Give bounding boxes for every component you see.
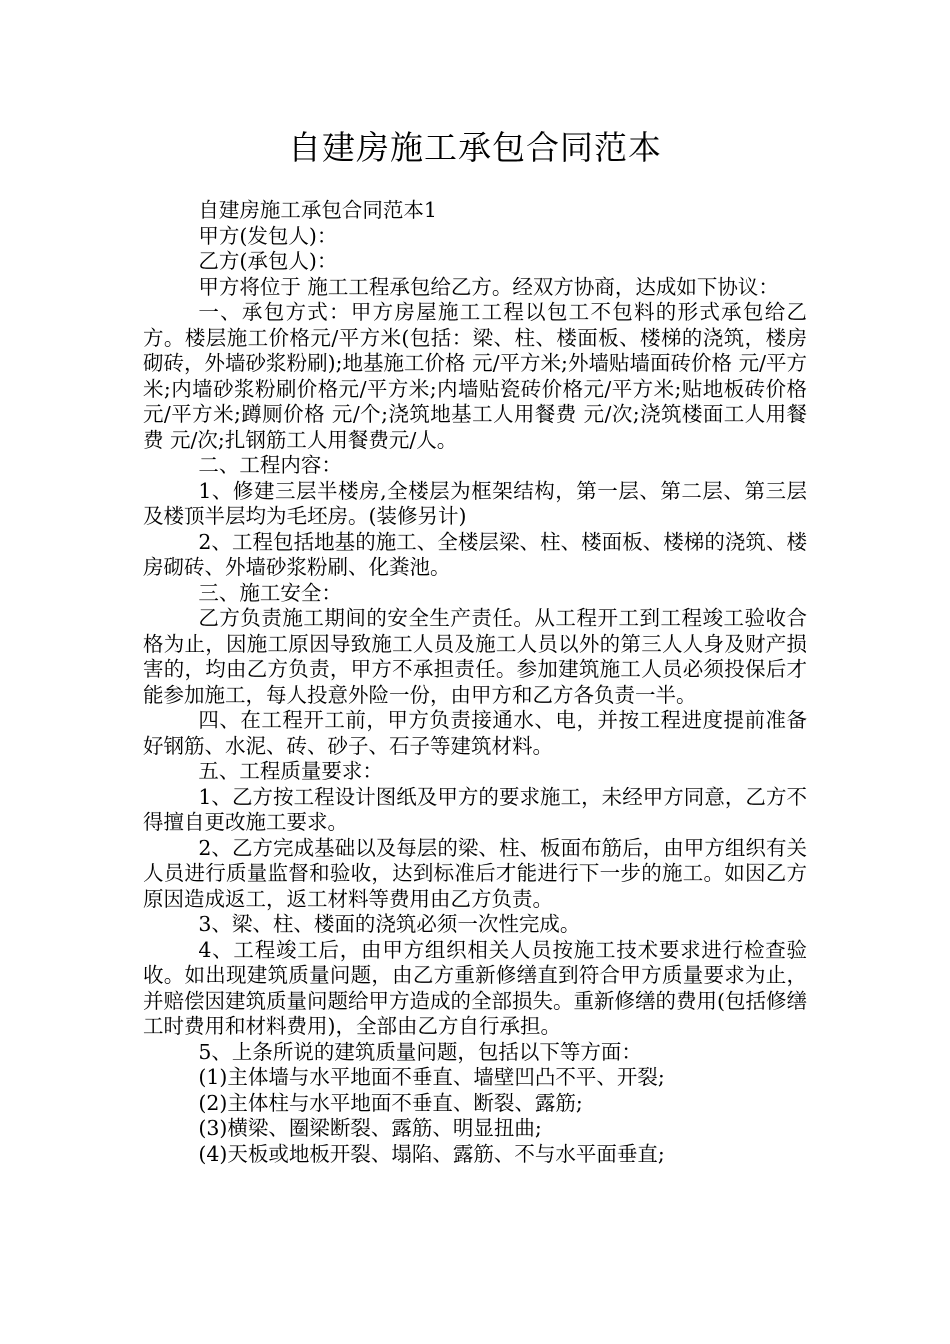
paragraph-safety: 乙方负责施工期间的安全生产责任。从工程开工到工程竣工验收合格为止，因施工原因导致施工人员及施工人员以外的第三人人身及财产损害的，均由乙方负责，甲方不承担责任。参加建筑施工人员必须投保后才能参加施工，每人投意外险一份，由甲方和乙方各负责一半。 bbox=[143, 606, 807, 707]
paragraph-quality-5: 5、上条所说的建筑质量问题，包括以下等方面： bbox=[198, 1039, 642, 1064]
paragraph-scope-1: 1、修建三层半楼房,全楼层为框架结构，第一层、第二层、第三层及楼顶半层均为毛坯房。(装修另计) bbox=[143, 478, 807, 528]
paragraph-intro: 甲方将位于 施工工程承包给乙方。经双方协商，达成如下协议： bbox=[198, 274, 779, 299]
paragraph-quality-3: 3、梁、柱、楼面的浇筑必须一次性完成。 bbox=[198, 912, 581, 936]
paragraph-section-4: 四、在工程开工前，甲方负责接通水、电，并按工程进度提前准备好钢筋、水泥、砖、砂子、石子等建筑材料。 bbox=[143, 708, 807, 758]
paragraph-section-2-heading: 二、工程内容： bbox=[198, 453, 342, 477]
paragraph-scope-2: 2、工程包括地基的施工、全楼层梁、柱、楼面板、楼梯的浇筑、楼房砌砖、外墙砂浆粉刷、化粪池。 bbox=[143, 529, 807, 579]
list-item-quality-issue-2: (2)主体柱与水平地面不垂直、断裂、露筋; bbox=[198, 1090, 583, 1115]
list-item-quality-issue-1: (1)主体墙与水平地面不垂直、墙壁凹凸不平、开裂; bbox=[198, 1065, 665, 1089]
paragraph-section-3-heading: 三、施工安全： bbox=[198, 580, 342, 605]
paragraph-quality-4: 4、工程竣工后，由甲方组织相关人员按施工技术要求进行检查验收。如出现建筑质量问题，由乙方重新修缮直到符合甲方质量要求为止，并赔偿因建筑质量问题给甲方造成的全部损失。重新修缮的费用(包括修缮工时费用和材料费用)，全部由乙方自行承担。 bbox=[143, 937, 807, 1038]
paragraph-heading-1: 自建房施工承包合同范本1 bbox=[198, 198, 437, 222]
list-item-quality-issue-3: (3)横梁、圈梁断裂、露筋、明显扭曲; bbox=[198, 1116, 542, 1140]
paragraph-quality-1: 1、乙方按工程设计图纸及甲方的要求施工，未经甲方同意，乙方不得擅自更改施工要求。 bbox=[143, 784, 807, 834]
paragraph-party-b: 乙方(承包人)： bbox=[198, 249, 338, 273]
paragraph-contract-mode: 一、承包方式：甲方房屋施工工程以包工不包料的形式承包给乙方。楼层施工价格元/平方米(包括：梁、柱、楼面板、楼梯的浇筑，楼房砌砖，外墙砂浆粉刷);地基施工价格 元/平方米;外墙贴墙面砖价格 元/平方米;内墙砂浆粉刷价格元/平方米;内墙贴瓷砖价格元/平方米;贴地板砖价格 元/平方米;蹲厕价格 元/个;浇筑地基工人用餐费 元/次;浇筑楼面工人用餐费 元/次;扎钢筋工人用餐费元/人。 bbox=[143, 300, 807, 452]
document-title: 自建房施工承包合同范本 bbox=[288, 128, 662, 167]
list-item-quality-issue-4: (4)天板或地板开裂、塌陷、露筋、不与水平面垂直; bbox=[198, 1141, 665, 1166]
paragraph-quality-2: 2、乙方完成基础以及每层的梁、柱、板面布筋后，由甲方组织有关人员进行质量监督和验收，达到标准后才能进行下一步的施工。如因乙方原因造成返工，返工材料等费用由乙方负责。 bbox=[143, 835, 807, 911]
paragraph-section-5-heading: 五、工程质量要求： bbox=[198, 759, 383, 783]
paragraph-party-a: 甲方(发包人)： bbox=[198, 223, 338, 248]
document-body bbox=[143, 198, 807, 1167]
